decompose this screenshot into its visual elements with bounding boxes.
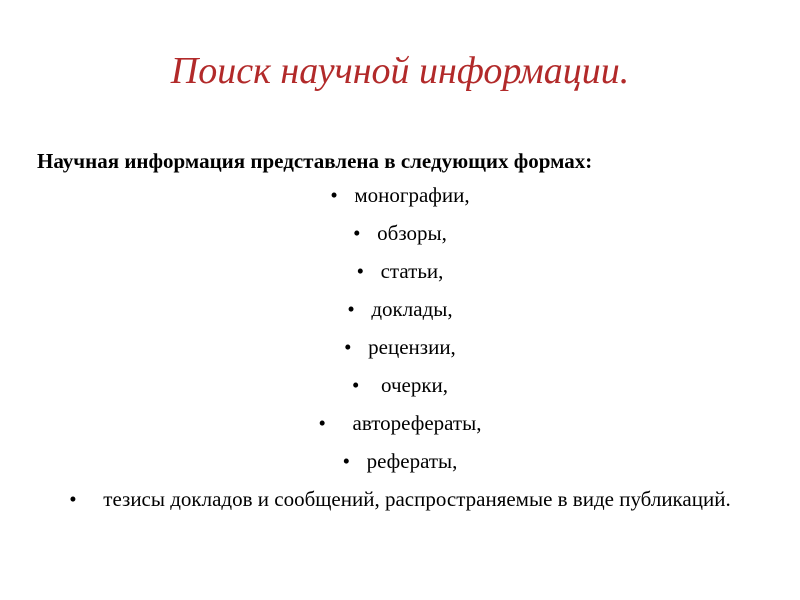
list-item-text: доклады,	[371, 297, 453, 321]
list-item	[0, 182, 800, 220]
list-item-text: авторефераты,	[352, 411, 482, 435]
list-item-text: рефераты,	[366, 449, 458, 473]
list-item-text: рецензии,	[368, 335, 456, 359]
list-item-text: тезисы докладов и сообщений, распространяемые в виде публикаций.	[103, 487, 731, 511]
list-item-text: монографии,	[354, 183, 470, 207]
list-item-text: обзоры,	[377, 221, 447, 245]
list-item	[0, 258, 800, 296]
list-item	[0, 334, 800, 372]
slide-title: Поиск научной информации.	[170, 50, 630, 92]
bullet-list	[0, 182, 800, 512]
bullet-icon: •	[351, 373, 360, 397]
bullet-icon: •	[330, 183, 338, 207]
bullet-icon: •	[353, 221, 361, 245]
bullet-icon: •	[347, 297, 355, 321]
bullet-icon: •	[318, 411, 326, 435]
list-item	[0, 296, 800, 334]
intro-text: Научная информация представлена в следующих формах:	[37, 149, 593, 173]
bullet-icon: •	[344, 335, 352, 359]
bullet-icon: •	[69, 487, 77, 511]
bullet-icon: •	[356, 259, 364, 283]
list-item-text: статьи,	[380, 259, 444, 283]
list-item	[0, 410, 800, 448]
list-item	[0, 220, 800, 258]
bullet-icon: •	[342, 449, 350, 473]
list-item	[0, 372, 800, 410]
list-item	[0, 486, 800, 512]
list-item-text: очерки,	[380, 373, 449, 397]
list-item	[0, 448, 800, 486]
